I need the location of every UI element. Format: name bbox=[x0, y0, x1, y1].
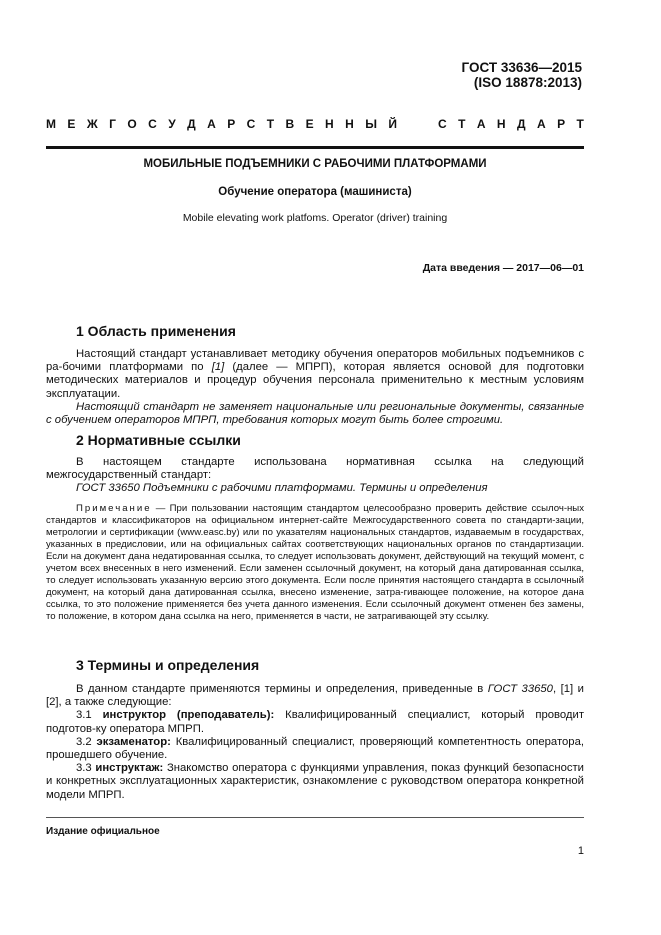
definition-number: 3.2 bbox=[76, 735, 97, 748]
standard-type-letter: Т bbox=[266, 117, 275, 131]
definition-3-1 bbox=[46, 709, 584, 735]
text-run: (далее — МПРП), которая является основой для подготовки методических материалов и процедур обучения персонала применительно к местным условиям эксплуатации. bbox=[46, 361, 584, 400]
section-2-body bbox=[46, 456, 584, 624]
standard-type-letter: С bbox=[246, 117, 256, 131]
official-edition-label: Издание официальное bbox=[46, 826, 160, 837]
definition-text: Квалифицированный специалист, который проводит подготов-ку оператора МПРП. bbox=[46, 709, 585, 735]
standard-type-letter: Ж bbox=[86, 117, 98, 131]
standard-type-letter: О bbox=[127, 117, 137, 131]
page-number: 1 bbox=[577, 845, 584, 857]
standard-type-letter: Е bbox=[305, 117, 314, 131]
reference-gost: ГОСТ 33650 bbox=[487, 683, 553, 695]
standard-type-letter: Н bbox=[496, 117, 506, 131]
text-run: , [1] и [2], а также следующие: bbox=[46, 683, 584, 709]
definition-number: 3.1 bbox=[76, 709, 103, 722]
standard-type-letter: Р bbox=[227, 117, 236, 131]
note-label: Примечание bbox=[76, 502, 152, 514]
standard-type-letter: С bbox=[148, 117, 157, 131]
definition-term: инструктор (преподаватель): bbox=[102, 709, 275, 722]
section-3-paragraph-1 bbox=[46, 683, 584, 709]
standard-type-letter: Ы bbox=[365, 117, 377, 131]
section-3-body bbox=[46, 683, 584, 802]
standard-type-letter: Г bbox=[109, 117, 116, 131]
definition-3-2 bbox=[46, 736, 584, 762]
definition-term: инструктаж: bbox=[95, 762, 164, 775]
standard-type-letter: Е bbox=[67, 117, 76, 131]
definition-text: Квалифицированный специалист, проверяющий компетентность оператора, прошедшего обучение. bbox=[46, 735, 584, 762]
definition-text: Знакомство оператора с функциями управления, показ функций безопасности и конкретных эксплуатационных характеристик, ознакомление с руководством оператора конкретной модели МПРП. bbox=[46, 762, 584, 801]
header-rule bbox=[46, 146, 584, 149]
standard-type-letter: А bbox=[537, 117, 546, 131]
document-title: МОБИЛЬНЫЕ ПОДЪЕМНИКИ С РАБОЧИМИ ПЛАТФОРМАМИ bbox=[143, 158, 487, 170]
standard-type-heading bbox=[46, 117, 584, 131]
standard-type-letter: Т bbox=[458, 117, 466, 131]
normative-reference: ГОСТ 33650 Подъемники с рабочими платформами. Термины и определения bbox=[76, 482, 488, 495]
section-1-paragraph-2: Настоящий стандарт не заменяет национальные или региональные документы, связанные с обучением операторов МПРП, требования которых могут быть более строгими. bbox=[46, 400, 584, 427]
introduction-date: Дата введения — 2017—06—01 bbox=[422, 262, 584, 274]
iso-code: (ISO 18878:2013) bbox=[473, 75, 582, 90]
standard-type-letter: Т bbox=[576, 117, 584, 131]
standard-type-letter: Д bbox=[517, 117, 526, 131]
text-run: В данном стандарте применяются термины и определения, приведенные в bbox=[76, 683, 488, 695]
gost-code: ГОСТ 33636—2015 bbox=[461, 60, 582, 75]
definition-3-3 bbox=[46, 762, 584, 802]
section-2-paragraph-1: В настоящем стандарте использована нормативная ссылка на следующий межгосударственный стандарт: bbox=[46, 456, 584, 482]
section-1-paragraph-1 bbox=[46, 348, 584, 401]
definition-number: 3.3 bbox=[76, 762, 96, 775]
standard-type-letter: В bbox=[285, 117, 295, 131]
footer-rule bbox=[46, 817, 584, 818]
text-run: Настоящий стандарт устанавливает методику обучения операторов мобильных подъемников с ра-бочими платформами по bbox=[46, 348, 584, 374]
standard-type-letter bbox=[408, 117, 411, 131]
standard-type-letter: М bbox=[46, 117, 56, 131]
standard-type-letter: Н bbox=[325, 117, 334, 131]
note-text: — При пользовании настоящим стандартом целесообразно проверить действие ссылоч-ных стандартов и классификаторов на официальном интернет-сайте Межгосударственного совета по стандарти-зации, метрологии и сертификации (www.easc.by) или по указателям национальных стандартов, издаваемым в государствах, указанных в предисловии, или на официальных сайтах соответствующих национальных органов по стандартизации. Если на документ дана недатированная ссылка, то следует использовать документ, действующий на текущий момент, с учетом всех внесенных в него изменений. Если заменен ссылочный документ, на который дана датированная ссылка, то следует использовать указанную версию этого документа. Если после принятия настоящего стандарта в ссылочный документ, на который дана датированная ссылка, внесено изменение, затра-гивающее положение, на которое дана ссылка, то это положение применяется без учета данного изменения. Если ссылочный документ отменен без замены, то положение, в котором дана ссылка на него, применяется в части, не затрагивающей эту ссылку. bbox=[46, 502, 584, 623]
standard-type-letter: У bbox=[168, 117, 176, 131]
section-2-note bbox=[46, 503, 584, 624]
standard-type-letter: Д bbox=[187, 117, 196, 131]
definition-term: экзаменатор: bbox=[96, 735, 171, 748]
document-subtitle: Обучение оператора (машиниста) bbox=[218, 186, 412, 198]
standard-type-letter: Й bbox=[388, 117, 398, 131]
reference-1: [1] bbox=[211, 361, 225, 374]
standard-type-letter: Н bbox=[345, 117, 354, 131]
standard-type-letter: А bbox=[476, 117, 486, 131]
standard-type-letter: С bbox=[437, 117, 447, 131]
section-3-heading: 3 Термины и определения bbox=[76, 657, 260, 673]
standard-type-letter: Р bbox=[557, 117, 566, 131]
section-1-heading: 1 Область применения bbox=[76, 323, 236, 339]
standard-code-block bbox=[380, 60, 582, 90]
standard-type-letter: А bbox=[207, 117, 216, 131]
section-2-heading: 2 Нормативные ссылки bbox=[76, 432, 241, 448]
english-title: Mobile elevating work platfoms. Operator (driver) training bbox=[182, 212, 448, 224]
section-1-body bbox=[46, 348, 584, 427]
standard-type-letter bbox=[423, 117, 426, 131]
